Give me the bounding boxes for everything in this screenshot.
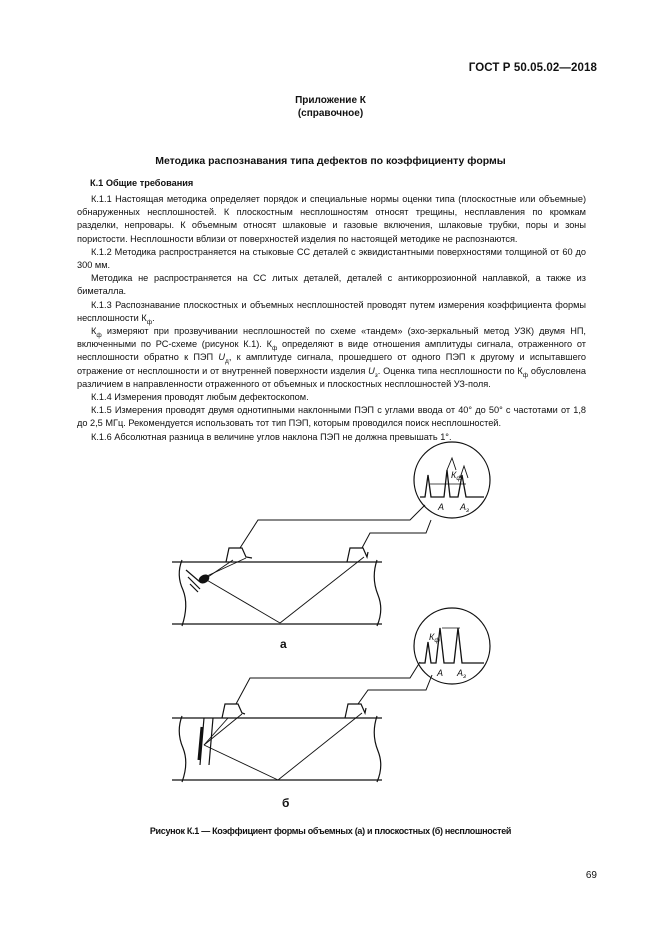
body-text (77, 193, 586, 444)
paragraph-k12-note: Методика не распространяется на СС литых деталей, деталей с антикоррозионной наплавкой, а также из биметалла. (77, 273, 586, 297)
section-title: Методика распознавания типа дефектов по коэффициенту формы (155, 155, 506, 167)
diagram-a-beams (205, 557, 364, 623)
paragraph-k15: К.1.5 Измерения проводят двумя однотипными наклонными ПЭП с углами ввода от 40° до 50° с частотами от 1,8 до 2,5 МГц. Рекомендуется использовать тот тип ПЭП, которым проводился поиск несплошностей. (77, 405, 586, 429)
paragraph-k13: К.1.3 Распознавание плоскостных и объемных несплошностей проводят путем измерения коэффициента формы несплошности $К_ф$. (77, 299, 586, 326)
figure-k1 (160, 440, 500, 830)
inset-a-amp3-label: $A_з$ (460, 502, 470, 514)
inset-b-coef-label: $К_ф$ (429, 632, 440, 644)
figure-caption: Рисунок К.1 — Коэффициент формы объемных (а) и плоскостных (б) несплошностей (149, 826, 512, 836)
diagram-a-inset (414, 442, 490, 518)
page-number: 69 (585, 870, 597, 881)
diagram-a-probes (226, 548, 368, 562)
diagram-b-specimen (172, 716, 382, 782)
figure-label-a: а (280, 637, 287, 651)
standard-number: ГОСТ Р 50.05.02—2018 (468, 62, 597, 74)
annex-type: (справочное) (297, 108, 364, 119)
inset-a-amp-label: A (438, 502, 445, 512)
figure-label-b: б (282, 796, 290, 810)
annex-title: Приложение К (295, 95, 366, 106)
diagram-b-inset (414, 608, 490, 684)
diagram-b-beams (204, 713, 362, 780)
paragraph-k16: К.1.6 Абсолютная разница в величине углов наклона ПЭП не должна превышать 1°. (91, 431, 452, 442)
paragraph-kf: $К_ф$ измеряют при прозвучивании несплошностей по схеме «тандем» (эхо-зеркальный метод УЗК) двумя НП, включенными по РС-схеме (рисунок К.1). $К_ф$ определяют в виде отношения амплитуды сигнала, отраженного от несплошности обратно к ПЭП $U_д$, к амплитуде сигнала, прошедшего от одного ПЭП к другому и испытавшего отражение от несплошности и от внутренней поверхности изделия $U_з$. Оценка типа несплошности по $К_ф$ обусловлена различием в направленности отраженного от объемных и плоскостных несплошностей УЗ-поля. (77, 326, 586, 389)
paragraph-k12: К.1.2 Методика распространяется на стыковые СС деталей с эквидистантными поверхностями толщиной от 60 до 300 мм. (77, 246, 586, 271)
inset-a-coef-label: $К_ф$ (451, 470, 462, 482)
inset-b-amp-label: A (437, 668, 444, 678)
diagram-a-cables (240, 505, 431, 548)
subsection-heading: К.1 Общие требования (90, 178, 194, 188)
diagram-b-probes (222, 704, 366, 718)
inset-b-amp3-label: $A_з$ (457, 668, 467, 680)
paragraph-k14: К.1.4 Измерения проводят любым дефектоскопом. (91, 392, 309, 403)
diagram-a-specimen (172, 560, 382, 626)
diagram-b-cables (236, 662, 432, 704)
paragraph-k11: К.1.1 Настоящая методика определяет порядок и специальные нормы оценки типа (плоскостные или объемные) обнаруженных несплошностей. К плоскостным несплошностям относят трещины, несплавления по кромкам разделки, непровары. К объемным относят шлаковые и газовые включения, шлаковые трубки, поры и зоны пористости. Несплошности вблизи от поверхностей изделия по настоящей методике не распознаются. (77, 194, 586, 244)
diagram-b-defect (199, 727, 202, 760)
